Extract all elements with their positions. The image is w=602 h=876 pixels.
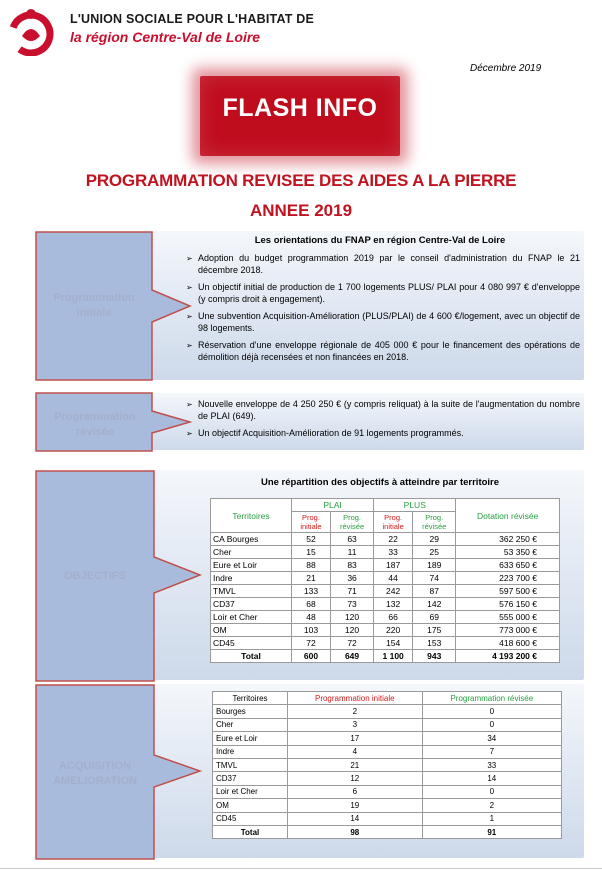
total-row: Total 98 91 — [213, 825, 562, 838]
col-plai-initiale: Prog. initiale — [292, 512, 331, 533]
table-row: CD45 72 72 154 153 418 600 € — [211, 637, 560, 650]
col-territoires: Territoires — [213, 692, 288, 705]
table-row: TMVL 21 33 — [213, 758, 562, 771]
table-row: OM 103 120 220 175 773 000 € — [211, 624, 560, 637]
table-row: Bourges 2 0 — [213, 705, 562, 718]
col-plus: PLUS — [374, 499, 456, 512]
list-item: ➢ Un objectif initial de production de 1 700 logements PLUS/ PLAI pour 4 080 997 € d'enveloppe (y compris droit à engagement). — [186, 282, 580, 305]
org-name-line1: L'UNION SOCIALE POUR L'HABITAT DE — [70, 12, 315, 26]
table-row: Eure et Loir 88 83 187 189 633 650 € — [211, 559, 560, 572]
initiale-heading: Les orientations du FNAP en région Centre-Val de Loire — [254, 235, 506, 246]
objectifs-heading: Une répartition des objectifs à atteindre par territoire — [260, 477, 500, 488]
table-row: TMVL 133 71 242 87 597 500 € — [211, 585, 560, 598]
list-item: ➢ Une subvention Acquisition-Amélioration (PLUS/PLAI) de 4 600 €/logement, avec un objectif de 98 logements. — [186, 311, 580, 334]
table-row: Indre 21 36 44 74 223 700 € — [211, 572, 560, 585]
revisee-label: Programmation révisée — [54, 411, 136, 438]
revisee-bullets — [186, 399, 580, 446]
col-plai: PLAI — [292, 499, 374, 512]
table-row: Indre 4 7 — [213, 745, 562, 758]
col-programmation-initiale: Programmation initiale — [288, 692, 423, 705]
col-plai-revisee: Prog. révisée — [330, 512, 373, 533]
list-item: ➢ Adoption du budget programmation 2019 par le conseil d'administration du FNAP le 21 décembre 2018. — [186, 253, 580, 276]
table-row: CD45 14 1 — [213, 812, 562, 825]
table-row: Cher 3 0 — [213, 718, 562, 731]
table-row: Loir et Cher 6 0 — [213, 785, 562, 798]
col-programmation-revisee: Programmation révisée — [422, 692, 561, 705]
objectifs-rows — [211, 533, 560, 663]
col-territoires: Territoires — [211, 499, 292, 533]
objectifs-table — [210, 498, 560, 663]
initiale-bullets — [186, 253, 580, 369]
list-item: ➢ Nouvelle enveloppe de 4 250 250 € (y compris reliquat) à la suite de l'augmentation du nombre de PLAI (649). — [186, 399, 580, 422]
flash-info-banner — [200, 76, 400, 156]
table-row: Eure et Loir 17 34 — [213, 732, 562, 745]
acquisition-table — [212, 691, 562, 839]
footer-divider — [0, 868, 602, 869]
table-row: OM 19 2 — [213, 799, 562, 812]
table-row: CD37 68 73 132 142 576 150 € — [211, 598, 560, 611]
acquisition-label: ACQUISITION AMELIORATION — [52, 760, 138, 787]
list-item: ➢ Réservation d'une enveloppe régionale de 405 000 € pour le financement des opérations de démolition déjà recensées et non financées en 2018. — [186, 340, 580, 363]
initiale-label: Programmation initiale — [53, 292, 135, 319]
flash-info-text: FLASH INFO — [222, 94, 378, 122]
ush-logo — [8, 6, 54, 56]
table-row: CD37 12 14 — [213, 772, 562, 785]
col-dotation: Dotation révisée — [456, 499, 560, 533]
col-plus-initiale: Prog. initiale — [374, 512, 413, 533]
org-name-line2: la région Centre-Val de Loire — [70, 29, 261, 45]
page-subtitle: ANNEE 2019 — [249, 201, 353, 220]
table-row: CA Bourges 52 63 22 29 362 250 € — [211, 533, 560, 546]
objectifs-label: OBJECTIFS — [64, 570, 126, 582]
list-item: ➢ Un objectif Acquisition-Amélioration de 91 logements programmés. — [186, 428, 580, 440]
page-title: PROGRAMMATION REVISEE DES AIDES A LA PIERRE — [85, 171, 517, 190]
total-row: Total 600 649 1 100 943 4 193 200 € — [211, 650, 560, 663]
publication-date: Décembre 2019 — [470, 63, 542, 74]
table-row: Loir et Cher 48 120 66 69 555 000 € — [211, 611, 560, 624]
table-row: Cher 15 11 33 25 53 350 € — [211, 546, 560, 559]
col-plus-revisee: Prog. révisée — [413, 512, 456, 533]
